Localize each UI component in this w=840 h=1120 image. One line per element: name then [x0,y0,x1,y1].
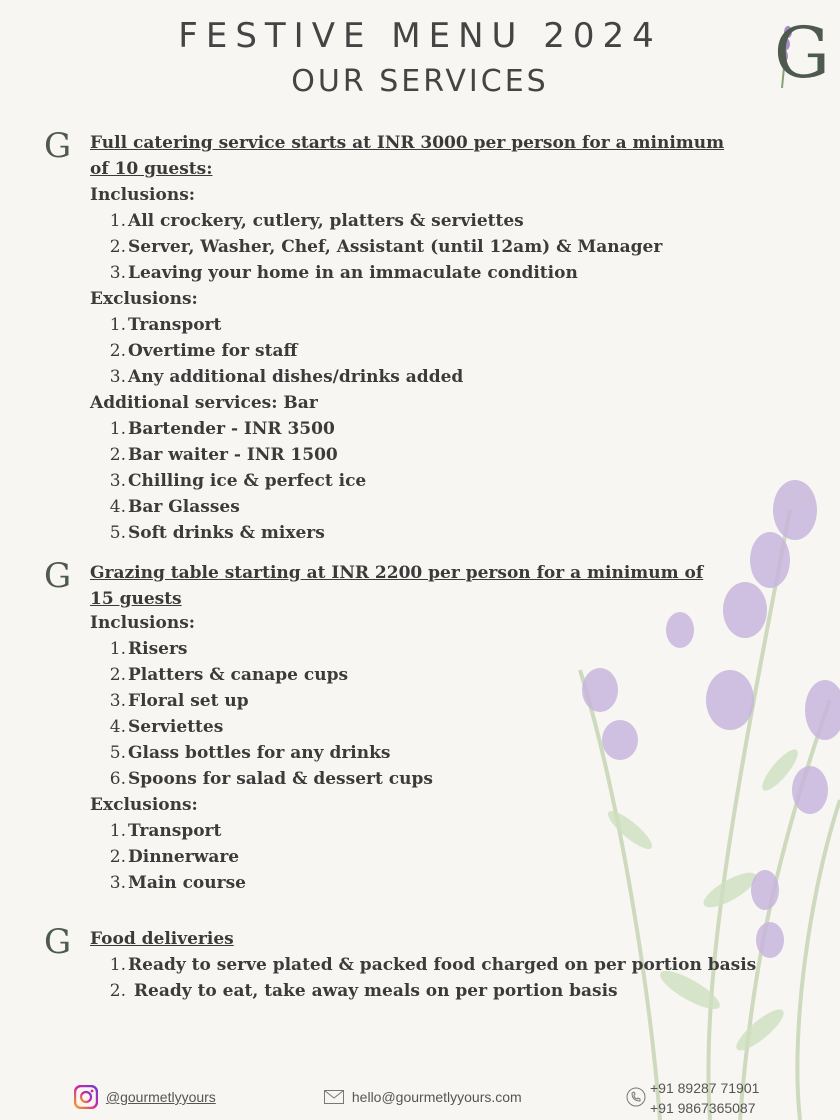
group-label: Exclusions: [90,795,198,815]
list-item: 3. Floral set up [109,691,249,711]
list-item: 1. Risers [109,639,188,659]
instagram-link[interactable]: @gourmetlyyours [74,1085,216,1109]
list-item: 2. Ready to eat, take away meals on per portion basis [109,981,618,1001]
phone-number-2: +91 9867365087 [650,1100,756,1116]
phone-icon [626,1087,646,1107]
page-subtitle: OUR SERVICES [291,64,549,99]
g-logo-icon: G [44,922,72,962]
list-item: 2. Bar waiter - INR 1500 [109,445,338,465]
list-item: 2. Overtime for staff [109,341,298,361]
g-logo-icon: G [44,556,72,596]
page-title: FESTIVE MENU 2024 [178,16,662,56]
phone-number-1: +91 89287 71901 [650,1080,760,1096]
list-item: 1. Transport [109,821,222,841]
instagram-icon [74,1085,98,1109]
list-item: 3. Leaving your home in an immaculate condition [109,263,578,283]
list-item: 1. Transport [109,315,222,335]
list-item: 1. Bartender - INR 3500 [109,419,335,439]
group-label: Inclusions: [90,185,196,205]
mail-icon [324,1090,344,1104]
section-heading: Grazing table starting at INR 2200 per person for a minimum of 15 guests [90,563,704,609]
list-item: 1. Ready to serve plated & packed food charged on per portion basis [109,955,757,975]
list-item: 2. Server, Washer, Chef, Assistant (until 12am) & Manager [109,237,663,257]
section-heading: Full catering service starts at INR 3000 per person for a minimum of 10 guests: [90,133,725,179]
brand-logo [762,12,838,94]
group-label: Exclusions: [90,289,198,309]
logo-letter: G [774,12,830,94]
phone-contact[interactable] [626,1078,759,1118]
group-label: Additional services: Bar [90,393,318,413]
email-link[interactable]: hello@gourmetlyyours.com [324,1088,522,1105]
section-heading: Food deliveries [90,929,234,949]
g-logo-icon: G [44,126,72,166]
list-item: 3. Chilling ice & perfect ice [109,471,367,491]
list-item: 2. Dinnerware [109,847,240,867]
group-label: Inclusions: [90,613,196,633]
list-item: 4. Bar Glasses [109,497,240,517]
list-item: 3. Any additional dishes/drinks added [109,367,464,387]
list-item: 1. All crockery, cutlery, platters & serviettes [109,211,524,231]
list-item: 4. Serviettes [109,717,224,737]
list-item: 2. Platters & canape cups [109,665,349,685]
list-item: 3. Main course [109,873,246,893]
list-item: 5. Soft drinks & mixers [109,523,325,543]
list-item: 6. Spoons for salad & dessert cups [109,769,433,789]
list-item: 5. Glass bottles for any drinks [109,743,391,763]
